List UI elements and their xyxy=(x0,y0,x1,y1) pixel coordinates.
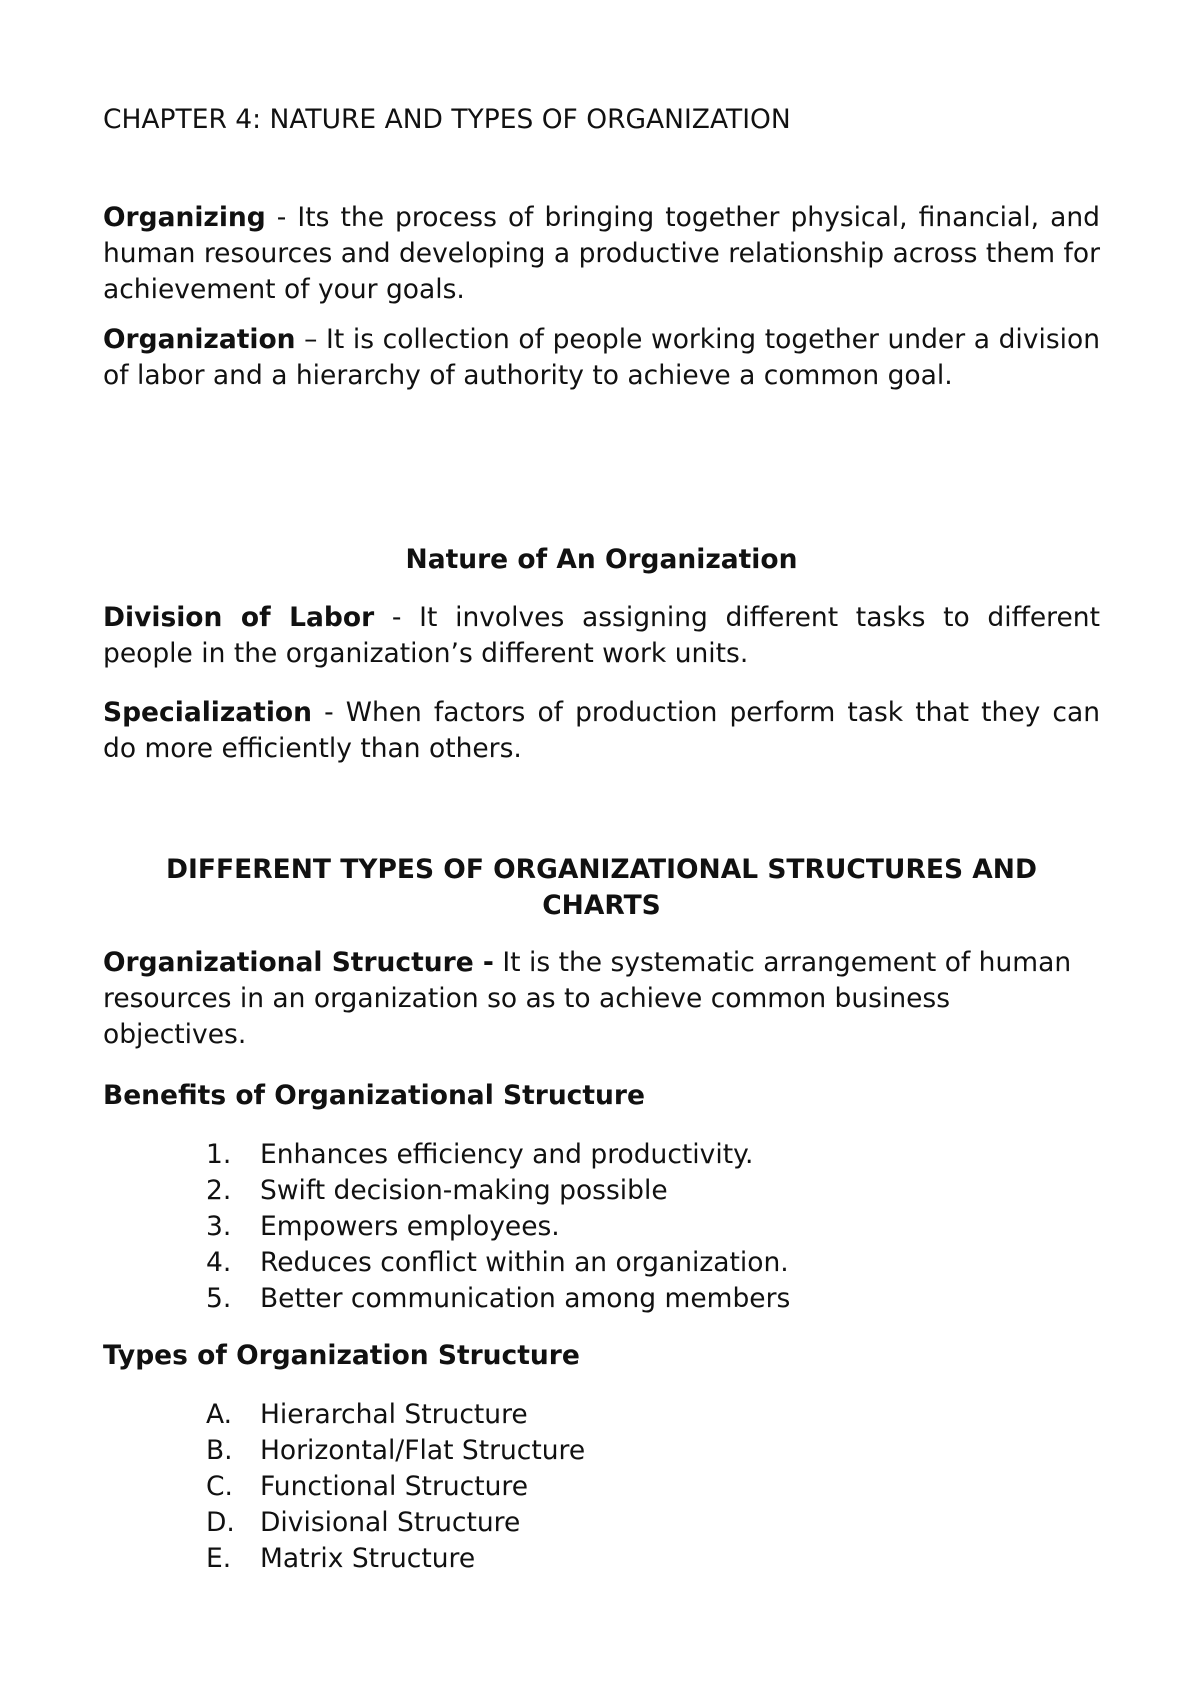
term-division-of-labor: Division of Labor xyxy=(103,602,375,633)
term-organizing: Organizing xyxy=(103,202,266,233)
list-item-text: Enhances efficiency and productivity. xyxy=(260,1139,754,1170)
term-org-structure: Organizational Structure - xyxy=(103,947,494,978)
list-item-text: Functional Structure xyxy=(260,1471,529,1502)
definition-organizing xyxy=(103,200,1100,308)
benefits-list xyxy=(206,1137,790,1317)
list-item-text: Reduces conflict within an organization. xyxy=(260,1247,789,1278)
nature-heading: Nature of An Organization xyxy=(405,544,798,575)
definition-org-structure-text: It is the systematic arrangement of human resources in an organization so as to achieve common business objectives. xyxy=(103,947,1072,1050)
definition-division-of-labor xyxy=(103,600,1100,672)
list-item xyxy=(206,1541,585,1577)
list-item xyxy=(206,1469,585,1505)
list-marker: C. xyxy=(206,1471,233,1502)
definition-organization-text: – It is collection of people working together under a division of labor and a hierarchy of authority to achieve a common goal. xyxy=(103,324,1100,391)
benefits-heading: Benefits of Organizational Structure xyxy=(103,1080,645,1111)
term-organization: Organization xyxy=(103,324,296,355)
list-marker: B. xyxy=(206,1435,233,1466)
term-specialization: Specialization xyxy=(103,697,312,728)
definition-division-of-labor-text: - It involves assigning different tasks to different people in the organization’s different work units. xyxy=(103,602,1100,669)
list-marker: D. xyxy=(206,1507,235,1538)
list-item-text: Horizontal/Flat Structure xyxy=(260,1435,586,1466)
types-heading: DIFFERENT TYPES OF ORGANIZATIONAL STRUCTURES AND CHARTS xyxy=(166,854,1037,921)
list-marker: 2. xyxy=(206,1175,232,1206)
list-item-text: Swift decision-making possible xyxy=(260,1175,668,1206)
list-item xyxy=(206,1173,790,1209)
list-marker: 4. xyxy=(206,1247,232,1278)
list-marker: E. xyxy=(206,1543,232,1574)
definition-specialization-text: - When factors of production perform task that they can do more efficiently than others. xyxy=(103,697,1100,764)
list-marker: 5. xyxy=(206,1283,232,1314)
list-item-text: Matrix Structure xyxy=(260,1543,476,1574)
list-item-text: Empowers employees. xyxy=(260,1211,560,1242)
list-marker: 1. xyxy=(206,1139,232,1170)
structure-types-heading: Types of Organization Structure xyxy=(103,1340,580,1371)
definition-organizing-text: - Its the process of bringing together physical, financial, and human resources and developing a productive relationship across them for achievement of your goals. xyxy=(103,202,1100,305)
list-item xyxy=(206,1281,790,1317)
definition-organization xyxy=(103,322,1100,394)
definition-org-structure xyxy=(103,945,1083,1053)
list-item xyxy=(206,1245,790,1281)
list-marker: A. xyxy=(206,1399,233,1430)
list-item xyxy=(206,1433,585,1469)
structure-types-list xyxy=(206,1397,585,1577)
list-item-text: Divisional Structure xyxy=(260,1507,521,1538)
definition-specialization xyxy=(103,695,1100,767)
chapter-title: CHAPTER 4: NATURE AND TYPES OF ORGANIZATION xyxy=(103,104,791,135)
list-item-text: Hierarchal Structure xyxy=(260,1399,528,1430)
list-item xyxy=(206,1209,790,1245)
list-marker: 3. xyxy=(206,1211,232,1242)
list-item xyxy=(206,1137,790,1173)
list-item-text: Better communication among members xyxy=(260,1283,791,1314)
list-item xyxy=(206,1505,585,1541)
list-item xyxy=(206,1397,585,1433)
